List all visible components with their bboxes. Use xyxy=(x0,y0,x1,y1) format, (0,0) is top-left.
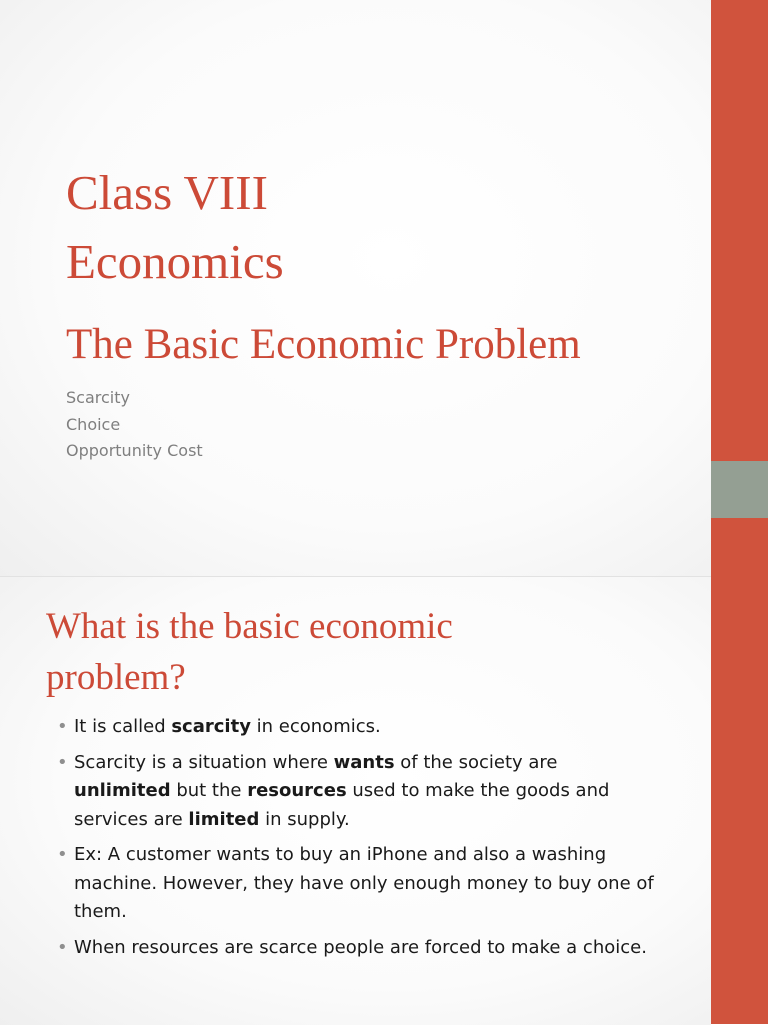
bullet-text: Scarcity is a situation where xyxy=(74,751,334,773)
bullet-item xyxy=(57,713,657,742)
side-accent-bar-bottom xyxy=(711,518,768,1024)
slide-2 xyxy=(0,576,711,1025)
side-accent-bar-top xyxy=(711,0,768,461)
bullet-dot: • xyxy=(57,751,68,773)
topic-item: Scarcity xyxy=(66,388,130,407)
bullet-list xyxy=(57,713,657,969)
bullet-text: in economics. xyxy=(250,716,381,737)
slide-1-title-line-2: Economics xyxy=(66,234,284,289)
bullet-text: When resources are scarce people are forced to make a choice. xyxy=(74,936,647,958)
topic-item: Choice xyxy=(66,414,121,434)
bullet-emphasis: unlimited xyxy=(74,780,171,801)
topic-list xyxy=(66,385,203,465)
bullet-dot: • xyxy=(57,936,68,958)
slide-2-title-line-1: What is the basic economic xyxy=(46,606,453,647)
slide-1-subtitle: The Basic Economic Problem xyxy=(66,321,581,368)
side-accent-bar-marker xyxy=(711,461,768,518)
slide-1-title-line-1: Class VIII xyxy=(66,165,268,220)
bullet-dot: • xyxy=(57,716,68,737)
bullet-text: but the xyxy=(170,780,248,801)
bullet-emphasis: scarcity xyxy=(171,716,251,737)
bullet-text: used to make the goods and services are xyxy=(74,780,610,830)
bullet-text: It is called xyxy=(74,716,172,737)
bullet-text: Ex: A customer wants to buy an iPhone and also a washing machine. However, they have only enough money to buy one of them. xyxy=(74,844,654,922)
bullet-text: in supply. xyxy=(259,808,350,830)
bullet-item xyxy=(57,934,657,963)
topic-item: Opportunity Cost xyxy=(66,441,203,460)
bullet-emphasis: limited xyxy=(188,808,260,830)
bullet-dot: • xyxy=(57,844,68,865)
bullet-item xyxy=(57,841,657,927)
slide-1-title xyxy=(66,158,284,296)
slide-2-title-line-2: problem? xyxy=(46,657,186,698)
bullet-emphasis: resources xyxy=(247,780,347,801)
bullet-item xyxy=(57,749,657,835)
bullet-text: of the society are xyxy=(394,751,558,773)
bullet-emphasis: wants xyxy=(333,751,395,773)
slide-2-title xyxy=(46,601,606,703)
